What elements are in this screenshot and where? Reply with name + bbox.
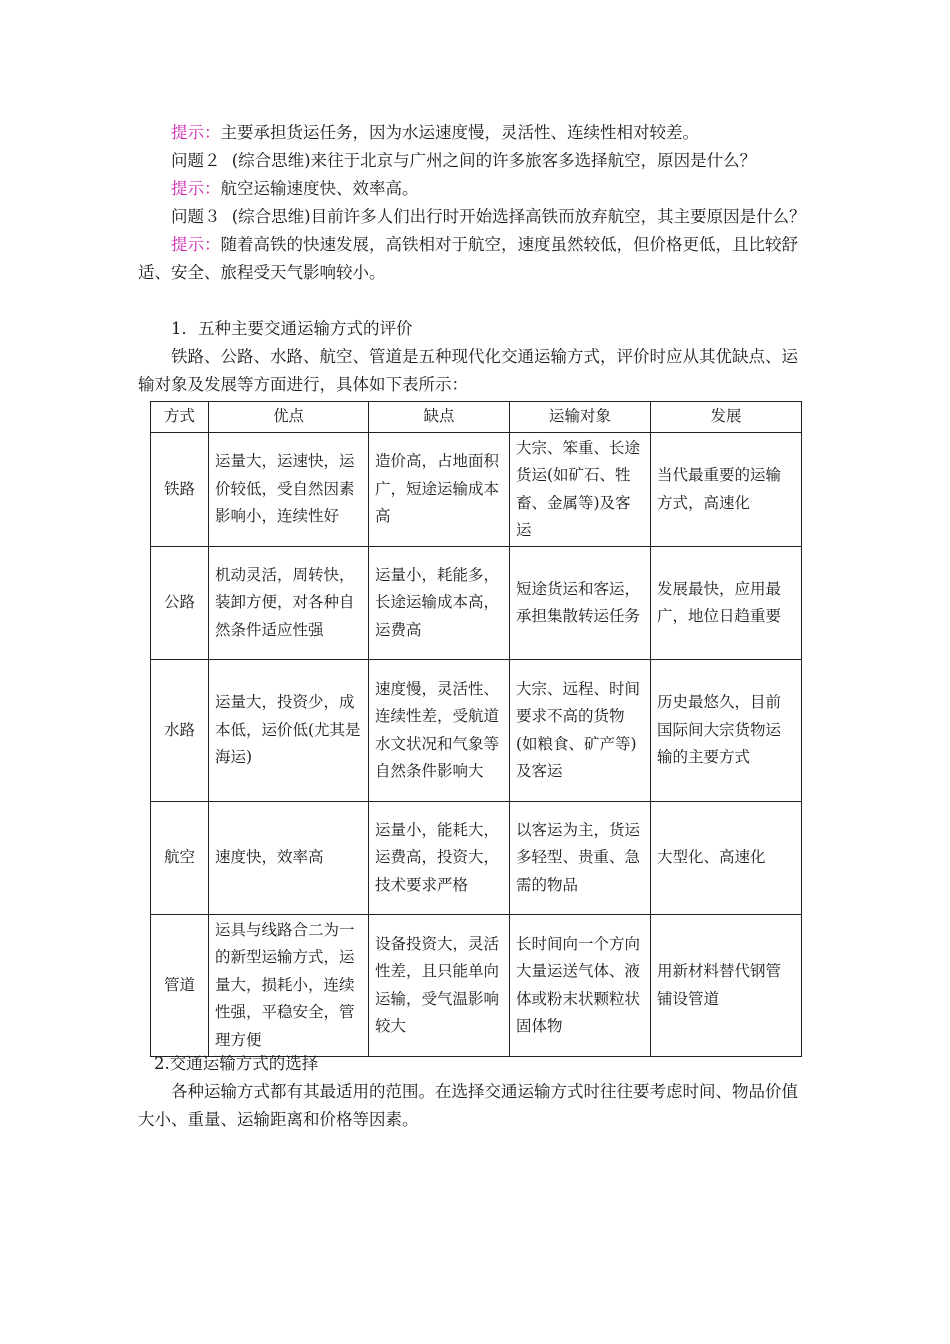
cell-mode: 公路 [151, 547, 209, 660]
table-row-highway [151, 547, 802, 660]
cell-pros: 运量大，投资少，成本低，运价低(尤其是海运) [209, 660, 369, 802]
table-row-railway [151, 433, 802, 547]
cell-mode: 管道 [151, 915, 209, 1057]
cell-cons: 速度慢，灵活性、连续性差，受航道水文状况和气象等自然条件影响大 [369, 660, 510, 802]
cell-pros: 机动灵活，周转快，装卸方便，对各种自然条件适应性强 [209, 547, 369, 660]
header-cons: 缺点 [369, 402, 510, 433]
hint-label: 提示： [171, 123, 221, 142]
question-text: 来往于北京与广州之间的许多旅客多选择航空，原因是什么？ [310, 151, 757, 170]
section-1-intro-line-1: 铁路、公路、水路、航空、管道是五种现代化交通运输方式，评价时应从其优缺点、运 [171, 347, 798, 366]
table-header-row [151, 402, 802, 433]
cell-objects: 长时间向一个方向大量运送气体、液体或粉末状颗粒状固体物 [510, 915, 651, 1057]
transport-comparison-table [150, 401, 802, 1057]
hint-text: 航空运输速度快、效率高。 [220, 179, 419, 198]
cell-cons: 设备投资大，灵活性差，且只能单向运输，受气温影响较大 [369, 915, 510, 1057]
cell-development: 用新材料替代钢管铺设管道 [651, 915, 802, 1057]
cell-development: 大型化、高速化 [651, 802, 802, 915]
table-row-aviation [151, 802, 802, 915]
cell-objects: 大宗、远程、时间要求不高的货物(如粮食、矿产等)及客运 [510, 660, 651, 802]
question-label: 问题２ [171, 151, 221, 170]
question-label: 问题３ [171, 207, 221, 226]
section-2-text-line-1: 各种运输方式都有其最适用的范围。在选择交通运输方式时往往要考虑时间、物品价值 [171, 1082, 798, 1101]
hint-text: 随着高铁的快速发展，高铁相对于航空，速度虽然较低，但价格更低，且比较舒 [220, 235, 798, 254]
question-tag: (综合思维) [231, 207, 311, 226]
section-2-heading: 2.交通运输方式的选择 [154, 1054, 319, 1073]
cell-development: 历史最悠久，目前国际间大宗货物运输的主要方式 [651, 660, 802, 802]
question-text: 目前许多人们出行时开始选择高铁而放弃航空，其主要原因是什么？ [310, 207, 806, 226]
question-tag: (综合思维) [231, 151, 311, 170]
cell-development: 发展最快，应用最广，地位日趋重要 [651, 547, 802, 660]
cell-mode: 水路 [151, 660, 209, 802]
question-2-line [171, 149, 756, 173]
hint-line-3b: 适、安全、旅程受天气影响较小。 [138, 263, 386, 282]
header-objects: 运输对象 [510, 402, 651, 433]
cell-cons: 运量小，耗能多，长途运输成本高，运费高 [369, 547, 510, 660]
hint-line-2 [171, 177, 419, 201]
cell-mode: 航空 [151, 802, 209, 915]
question-3-line [171, 205, 806, 229]
hint-line-1 [171, 121, 699, 145]
cell-mode: 铁路 [151, 433, 209, 547]
section-1-intro-line-2: 输对象及发展等方面进行，具体如下表所示： [138, 375, 468, 394]
cell-objects: 大宗、笨重、长途货运(如矿石、牲畜、金属等)及客运 [510, 433, 651, 547]
header-pros: 优点 [209, 402, 369, 433]
cell-objects: 短途货运和客运，承担集散转运任务 [510, 547, 651, 660]
cell-cons: 造价高，占地面积广，短途运输成本高 [369, 433, 510, 547]
hint-text: 主要承担货运任务，因为水运速度慢，灵活性、连续性相对较差。 [220, 123, 699, 142]
cell-pros: 速度快，效率高 [209, 802, 369, 915]
header-mode: 方式 [151, 402, 209, 433]
table-row-pipeline [151, 915, 802, 1057]
cell-development: 当代最重要的运输方式，高速化 [651, 433, 802, 547]
cell-cons: 运量小，能耗大，运费高，投资大，技术要求严格 [369, 802, 510, 915]
cell-pros: 运具与线路合二为一的新型运输方式，运量大，损耗小，连续性强，平稳安全，管理方便 [209, 915, 369, 1057]
section-2-text-line-2: 大小、重量、运输距离和价格等因素。 [138, 1110, 419, 1129]
cell-objects: 以客运为主，货运多轻型、贵重、急需的物品 [510, 802, 651, 915]
hint-label: 提示： [171, 179, 221, 198]
hint-line-3a [171, 233, 798, 257]
header-development: 发展 [651, 402, 802, 433]
table-row-waterway [151, 660, 802, 802]
cell-pros: 运量大，运速快，运价较低，受自然因素影响小，连续性好 [209, 433, 369, 547]
hint-label: 提示： [171, 235, 221, 254]
section-1-heading: 1．五种主要交通运输方式的评价 [171, 319, 413, 338]
